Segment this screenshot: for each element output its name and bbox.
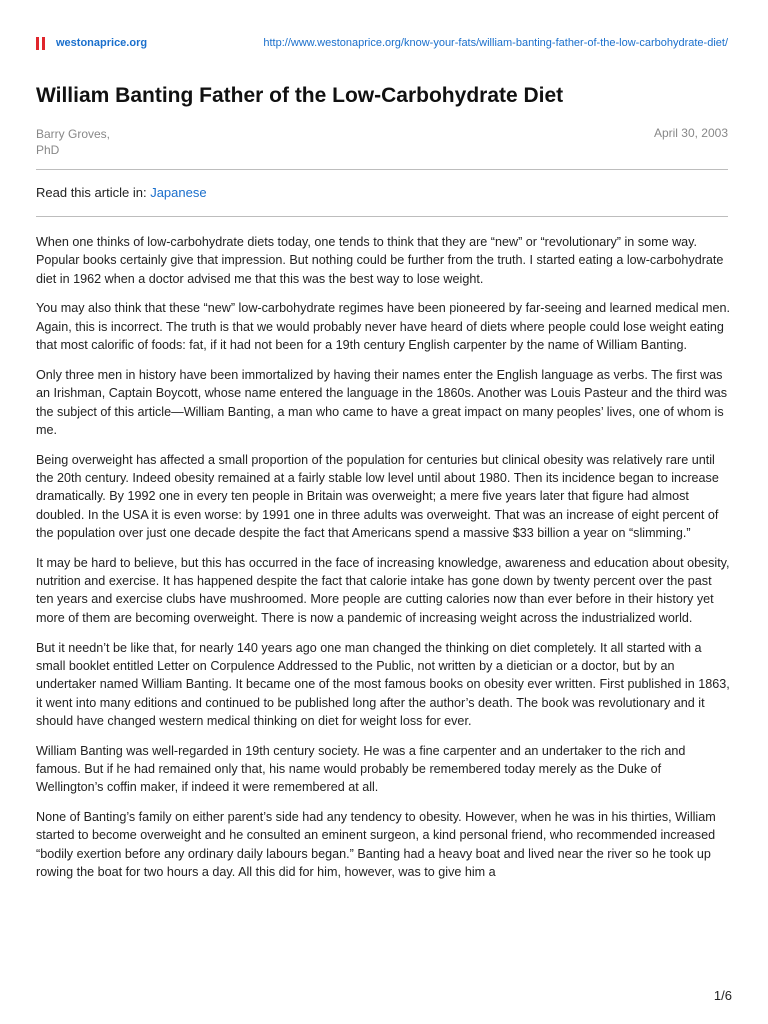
site-name-link[interactable]: westonaprice.org [56,37,148,49]
page-number: 1/6 [713,988,732,1003]
publish-date: April 30, 2003 [653,126,728,140]
source-url-link[interactable]: http://www.westonaprice.org/know-your-fats/william-banting-father-of-the-low-carbohydrate-diet/ [263,37,728,49]
paragraph-2: You may also think that these “new” low-carbohydrate regimes have been pioneered by far-seeing and learned medical men. Again, this is incorrect. The truth is that we would probably never have heard of diets where people could lose weight eating that most calorific of foods: fat, if it had not been for a 19th century English carpenter by the name of William Banting. [36,301,730,353]
paragraph-5: It may be hard to believe, but this has occurred in the face of increasing knowledge, awareness and education about obesity, nutrition and exercise. It has happened despite the fact that calorie intake has gone down by twenty percent over the past ten years and exercise clubs have mushroomed. More people are cutting calories now than ever before in their history yet more of them are becoming overweight. There is now a pandemic of increasing weight across the industrialized world. [36,555,730,625]
article-title: William Banting Father of the Low-Carbohydrate Diet [36,84,564,107]
paragraph-3: Only three men in history have been immortalized by having their names enter the English language as verbs. The first was an Irishman, Captain Boycott, whose name entered the language in the 1860s. Another was Louis Pasteur and the third was the subject of this article—William Banting, a man who came to have a great impact on many peoples’ lives, one of whom is me. [36,367,727,437]
paragraph-4: Being overweight has affected a small proportion of the population for centuries but clinical obesity was relatively rare until the 20th century. Indeed obesity remained at a fairly stable low level until about 1980. Then its incidence began to increase dramatically. By 1992 one in every ten people in Britain was overweight; a mere five years later that figure had almost doubled. In the USA it is even worse: by 1991 one in three adults was overweight. That was an increase of eight percent of the population over just one decade despite the fact that Americans spend a massive $33 billion a year on “slimming.” [36,452,719,540]
paragraph-1: When one thinks of low-carbohydrate diets today, one tends to think that they are “new” or “revolutionary” in some way. Popular books certainly give that impression. But nothing could be further from the truth. I started eating a low-carbohydrate diet in 1962 when a doctor advised me that this was the best way to lose weight. [36,235,724,286]
paragraph-7: William Banting was well-regarded in 19th century society. He was a fine carpenter and an undertaker to the rich and famous. But if he had remained only that, his name would probably be remembered today merely as the Duke of Wellington’s coffin maker, if indeed it were remembered at all. [36,743,686,795]
paragraph-6: But it needn’t be like that, for nearly 140 years ago one man changed the thinking on diet completely. It all started with a small booklet entitled Letter on Corpulence Addressed to the Public, not written by a dietician or a doctor, but by an undertaker named William Banting. It became one of the most famous books on obesity ever written. First published in 1863, it went into many editions and continued to be published long after the author’s death. The book was revolutionary and it should have changed western medical thinking on diet for weight loss for ever. [36,640,730,728]
author-name: Barry Groves, [36,127,111,141]
site-logo-icon[interactable] [36,37,45,50]
japanese-translation-link[interactable]: Japanese [150,185,207,200]
article-body [36,233,730,893]
read-in-label: Read this article in: [36,185,147,200]
divider-top [36,169,728,170]
divider-bottom [36,216,728,217]
translation-line [36,185,207,200]
page-header [36,36,728,54]
author-byline [36,126,110,158]
paragraph-8: None of Banting’s family on either parent’s side had any tendency to obesity. However, when he was in his thirties, William started to become overweight and he consulted an eminent surgeon, a kind personal friend, who recommended increased “bodily exertion before any ordinary daily labours began.” Banting had a heavy boat and lived near the river so he took up rowing the boat for two hours a day. All this did for him, however, was to give him a [36,810,716,880]
author-degree: PhD [36,143,60,157]
